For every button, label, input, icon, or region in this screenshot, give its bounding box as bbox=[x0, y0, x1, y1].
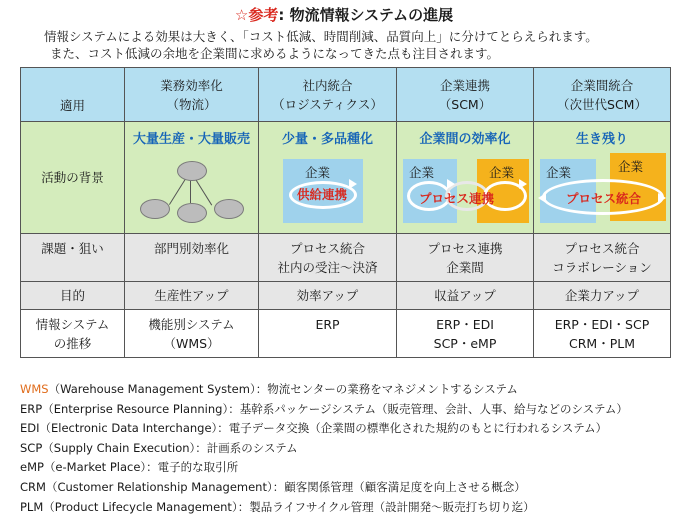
tree-child-node bbox=[140, 199, 170, 219]
goal-cell-4: 企業力アップ bbox=[534, 282, 671, 310]
glossary-item-plm bbox=[20, 498, 680, 518]
page-title bbox=[0, 4, 688, 25]
tree-child-node bbox=[177, 203, 207, 223]
glossary-abbr: PLM bbox=[20, 499, 44, 514]
issue-cell-1: 部門別効率化 bbox=[125, 234, 259, 282]
glossary-abbr: SCP bbox=[20, 440, 43, 455]
col-header-2: 社内統合 （ロジスティクス） bbox=[259, 68, 397, 122]
col-header-1: 業務効率化 （物流） bbox=[125, 68, 259, 122]
process-integration-diagram bbox=[536, 149, 668, 229]
bg-cell-2 bbox=[259, 122, 397, 234]
row-label-apply: 適用 bbox=[21, 68, 125, 122]
system-cell-1: 機能別システム （WMS） bbox=[125, 310, 259, 358]
company-label-left: 企業 bbox=[409, 165, 435, 180]
system-cell-4: ERP・EDI・SCP CRM・PLM bbox=[534, 310, 671, 358]
flow-label: プロセス統合 bbox=[566, 191, 642, 206]
system-cell-3: ERP・EDI SCP・eMP bbox=[397, 310, 534, 358]
flow-label: 供給連携 bbox=[297, 187, 348, 202]
goal-cell-2: 効率アップ bbox=[259, 282, 397, 310]
cycle-arrow-icon bbox=[447, 179, 455, 189]
row-label-goal: 目的 bbox=[21, 282, 125, 310]
glossary-item-scp bbox=[20, 439, 680, 459]
goal-cell-1: 生産性アップ bbox=[125, 282, 259, 310]
glossary-desc: （Supply Chain Execution）：計画系のシステム bbox=[42, 440, 298, 455]
intro-line-2: また、コスト低減の余地を企業間に求めるようになってきた点も注目されます。 bbox=[50, 46, 500, 61]
title-text: : 物流情報システムの進展 bbox=[278, 6, 454, 24]
table-row-background bbox=[21, 122, 671, 234]
process-link-diagram bbox=[399, 149, 531, 229]
cycle-arrow-icon bbox=[519, 179, 527, 189]
glossary-item-emp bbox=[20, 458, 680, 478]
table-row-apply bbox=[21, 68, 671, 122]
company-label-left: 企業 bbox=[546, 165, 572, 180]
company-label-right: 企業 bbox=[489, 165, 515, 180]
glossary-item-edi bbox=[20, 419, 680, 439]
tree-child-node bbox=[214, 199, 244, 219]
intro-line-1: 情報システムによる効果は大きく、「コスト低減、時間削減、品質向上」に分けてとらえられます。 bbox=[44, 29, 598, 44]
evolution-table bbox=[20, 67, 671, 358]
glossary-item-wms bbox=[20, 380, 680, 400]
system-cell-2: ERP bbox=[259, 310, 397, 358]
glossary-desc: （e-Market Place）：電子的な取引所 bbox=[43, 460, 239, 475]
glossary-desc: （Electronic Data Interchange）：電子データ交換（企業間の標準化された規約のもとに行われるシステム） bbox=[39, 421, 608, 436]
issue-cell-3: プロセス連携 企業間 bbox=[397, 234, 534, 282]
glossary-abbr: ERP bbox=[20, 401, 43, 416]
flow-label: プロセス連携 bbox=[419, 191, 495, 206]
glossary-desc: （Enterprise Resource Planning）：基幹系パッケージシステム（販売管理、会計、人事、給与などのシステム） bbox=[42, 401, 628, 416]
star-icon: ☆ bbox=[234, 6, 249, 24]
glossary-abbr: CRM bbox=[20, 479, 46, 494]
row-label-system: 情報システム の推移 bbox=[21, 310, 125, 358]
goal-cell-3: 収益アップ bbox=[397, 282, 534, 310]
col-header-4: 企業間統合 （次世代SCM） bbox=[534, 68, 671, 122]
bg-headline-4: 生き残り bbox=[575, 132, 628, 147]
glossary-abbr: WMS bbox=[20, 382, 49, 396]
bg-headline-1: 大量生産・大量販売 bbox=[132, 132, 250, 147]
glossary-desc: （Customer Relationship Management）：顧客関係管理（顧客満足度を向上させる概念） bbox=[45, 479, 526, 494]
bg-cell-1 bbox=[125, 122, 259, 234]
bg-cell-4 bbox=[534, 122, 671, 234]
company-label-right: 企業 bbox=[618, 159, 644, 174]
col-header-3: 企業連携 （SCM） bbox=[397, 68, 534, 122]
cycle-arrow-icon bbox=[538, 193, 546, 203]
supply-link-diagram bbox=[261, 149, 394, 229]
glossary-abbr: eMP bbox=[20, 460, 44, 475]
company-label: 企業 bbox=[305, 165, 331, 180]
bg-cell-3 bbox=[397, 122, 534, 234]
glossary-abbr: EDI bbox=[20, 421, 40, 436]
tree-diagram bbox=[127, 149, 256, 229]
glossary-desc: （Warehouse Management System）：物流センターの業務をマネジメントするシステム bbox=[48, 382, 518, 396]
bg-headline-2: 少量・多品種化 bbox=[281, 132, 373, 147]
bg-headline-3: 企業間の効率化 bbox=[419, 132, 511, 147]
glossary-item-erp bbox=[20, 400, 680, 420]
table-row-issue bbox=[21, 234, 671, 282]
row-label-background: 活動の背景 bbox=[21, 122, 125, 234]
table-row-goal bbox=[21, 282, 671, 310]
row-label-issue: 課題・狙い bbox=[21, 234, 125, 282]
glossary-list bbox=[20, 380, 680, 517]
glossary-item-crm bbox=[20, 478, 680, 498]
title-tag: 参考 bbox=[248, 6, 279, 24]
cycle-arrow-icon bbox=[349, 179, 357, 189]
issue-cell-4: プロセス統合 コラボレーション bbox=[534, 234, 671, 282]
cycle-arrow-icon bbox=[658, 193, 666, 203]
table-row-system bbox=[21, 310, 671, 358]
glossary-desc: （Product Lifecycle Management）：製品ライフサイクル管理（設計開発～販売打ち切り迄） bbox=[43, 499, 535, 514]
issue-cell-2: プロセス統合 社内の受注～決済 bbox=[259, 234, 397, 282]
tree-root-node bbox=[177, 161, 207, 181]
